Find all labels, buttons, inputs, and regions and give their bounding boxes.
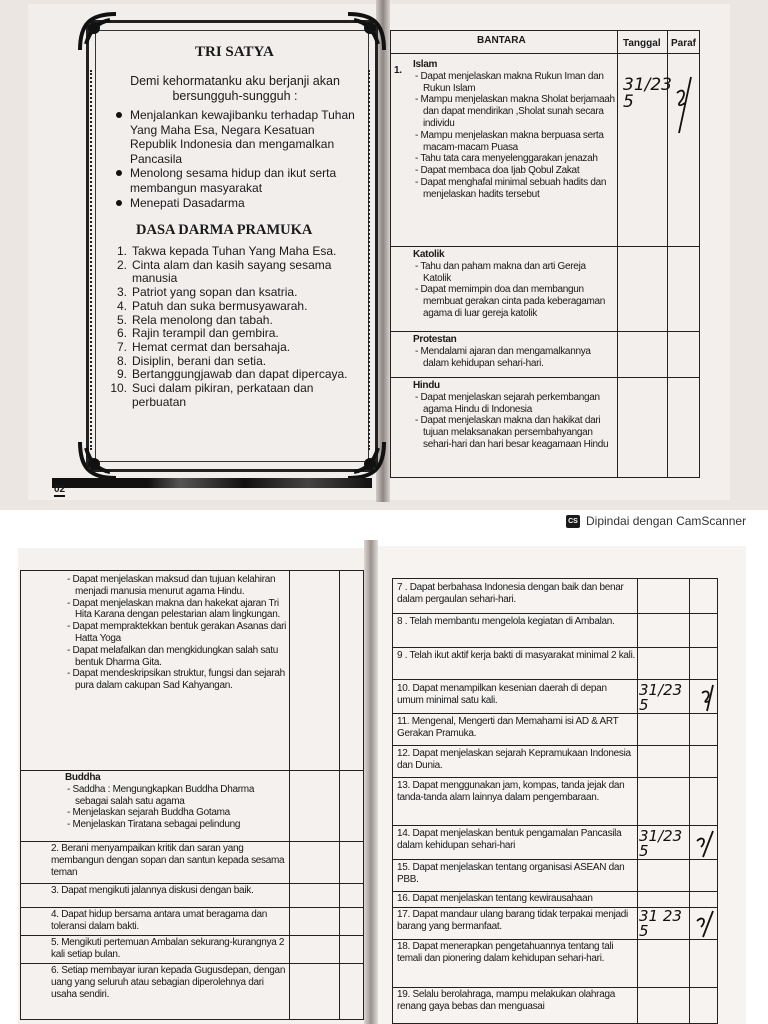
table-row: 3. Dapat mengikuti jalannya diskusi dengan baik. [51, 885, 254, 896]
list-item: Menolong sesama hidup dan ikut serta membangun masyarakat [108, 166, 358, 195]
dasa-darma-list [108, 245, 360, 409]
handwritten-signature-icon [699, 683, 719, 713]
tri-satya-list [108, 108, 358, 210]
column-divider [617, 31, 618, 477]
list-item: 9. Bertanggungjawab dan dapat dipercaya. [116, 367, 348, 382]
table-row: 5. Mengikuti pertemuan Ambalan sekurang-kurangnya 2 kali setiap bulan. [51, 937, 285, 960]
list-item: 3. Patriot yang sopan dan ksatria. [116, 285, 298, 300]
list-item: Menjalankan kewajibanku terhadap Tuhan Yang Maha Esa, Negara Kesatuan Republik Indonesia dan mengamalkan Pancasila [108, 108, 358, 166]
syarat-table-right [392, 578, 718, 1024]
column-divider [289, 571, 290, 1019]
row-divider [393, 939, 717, 940]
ornament-corner-icon [344, 10, 388, 54]
table-row: 2. Berani menyampaikan kritik dan saran yang membangun dengan sopan dan santun kepada sesama teman [51, 843, 285, 878]
protestan-section [413, 334, 615, 369]
table-row: 9 . Telah ikut aktif kerja bakti di masyarakat minimal 2 kali. [397, 650, 636, 661]
katolik-section [413, 249, 615, 320]
frame-dots-left [90, 70, 94, 450]
buddha-section [65, 772, 287, 831]
islam-section [413, 59, 615, 201]
handwritten-date: 31/23 5 [639, 827, 683, 860]
row-divider [393, 713, 717, 714]
ornament-corner-icon [344, 438, 388, 482]
row-divider [393, 891, 717, 892]
list-item: - Dapat menjelaskan makna dan hakekat ajaran Tri Hita Karana dengan pelestarian alam lingkungan. [67, 597, 280, 621]
camscanner-watermark-text: Dipindai dengan CamScanner [586, 514, 747, 528]
list-item: 5. Rela menolong dan tabah. [116, 312, 273, 327]
column-divider [667, 31, 668, 477]
table-row: 4. Dapat hidup bersama antara umat beragama dan toleransi dalam bakti. [51, 909, 268, 932]
list-item: - Dapat memimpin doa dan membangun membuat gerakan cinta pada keberagaman agama di luar gereja katolik [415, 284, 606, 319]
dasa-darma-title: DASA DARMA PRAMUKA [136, 222, 313, 238]
camscanner-logo-icon: CS [566, 515, 580, 528]
list-item: 2. Cinta alam dan kasih sayang sesama manusia [116, 257, 332, 286]
list-item: 8. Disiplin, berani dan setia. [116, 353, 267, 368]
book-spine [364, 540, 378, 1024]
row-divider [21, 935, 363, 936]
row-divider [393, 647, 717, 648]
list-item: - Menjelaskan sejarah Buddha Gotama [67, 807, 230, 819]
table-row: 6. Setiap membayar iuran kepada Gugusdepan, dengan uang yang seluruh atau sebagian diperolehnya dari usaha sendiri. [51, 965, 286, 1000]
table-row: 10. Dapat menampilkan kesenian daerah di depan umum minimal satu kali. [397, 683, 607, 706]
row-divider [21, 907, 363, 908]
list-item: - Dapat menghafal minimal sebuah hadits dan menjelaskan hadits tersebut [415, 176, 607, 200]
item-number: 1. [394, 65, 402, 76]
list-item: - Dapat mendeskripsikan struktur, fungsi dan sejarah pura dalam cakupan Sad Kahyangan. [67, 668, 285, 692]
ornament-corner-icon [76, 438, 120, 482]
handwritten-signature-icon [693, 909, 717, 939]
frame-dots-right [368, 70, 372, 450]
hindu-section [413, 380, 615, 451]
table-row: 15. Dapat menjelaskan tentang organisasi ASEAN dan PBB. [397, 862, 625, 885]
list-item: - Mendalami ajaran dan mengamalkannya dalam kehidupan sehari-hari. [415, 345, 591, 369]
page-number: 02 [54, 484, 66, 495]
table-row: 12. Dapat menjelaskan sejarah Kepramukaan Indonesia dan Dunia. [397, 748, 631, 771]
column-header-tanggal: Tanggal [623, 38, 661, 49]
row-divider [391, 331, 699, 332]
book-spine [376, 0, 390, 502]
row-divider [393, 859, 717, 860]
handwritten-date: 31/23 5 [639, 681, 683, 714]
list-item: - Dapat menjelaskan sejarah perkembangan agama Hindu di Indonesia [415, 391, 600, 415]
handwritten-date: 31 23 5 [639, 907, 682, 940]
list-item: 4. Patuh dan suka bermusyawarah. [116, 298, 308, 313]
row-divider [21, 841, 363, 842]
list-item: - Dapat mempraktekkan bentuk gerakan Asanas dari Hatta Yoga [67, 621, 287, 644]
list-item: - Dapat membaca doa Ijab Qobul Zakat [415, 165, 580, 177]
table-row: 16. Dapat menjelaskan tentang kewirausahaan [397, 893, 593, 904]
row-divider [21, 770, 363, 771]
list-item: - Menjelaskan Tiratana sebagai pelindung [67, 819, 241, 831]
list-item: - Dapat menjelaskan maksud dan tujuan kelahiran menjadi manusia menurut agama Hindu. [67, 574, 276, 597]
bantara-table [390, 30, 700, 478]
row-divider [21, 883, 363, 884]
list-item: - Tahu tata cara menyelenggarakan jenazah [415, 153, 598, 165]
section-title: Hindu [413, 380, 440, 391]
list-item: - Saddha : Mengungkapkan Buddha Dharma sebagai salah satu agama [67, 783, 255, 807]
table-row: 7 . Dapat berbahasa Indonesia dengan baik dan benar dalam pergaulan sehari-hari. [397, 582, 624, 605]
handwritten-signature-icon [693, 829, 717, 859]
row-divider [393, 987, 717, 988]
row-divider [393, 679, 717, 680]
column-header-paraf: Paraf [671, 38, 697, 49]
section-title: Katolik [413, 249, 445, 260]
column-divider [339, 571, 340, 1019]
table-row: 17. Dapat mandaur ulang barang tidak terpakai menjadi barang yang bermanfaat. [397, 909, 628, 932]
list-item: 10. Suci dalam pikiran, perkataan dan perbuatan [110, 381, 314, 409]
row-divider [393, 777, 717, 778]
handwritten-date: 31/23 5 [623, 75, 672, 112]
row-divider [391, 53, 699, 54]
row-divider [393, 613, 717, 614]
page-footer-bar [52, 478, 372, 488]
table-row: 13. Dapat menggunakan jam, kompas, tanda jejak dan tanda-tanda alam lainnya dalam pengembaraan. [397, 780, 625, 803]
table-row: 11. Mengenal, Mengerti dan Memahami isi AD & ART Gerakan Pramuka. [397, 716, 619, 739]
handwritten-signature-icon [673, 75, 695, 135]
list-item: Menepati Dasadarma [108, 196, 358, 211]
column-header-bantara: BANTARA [477, 35, 526, 46]
row-divider [391, 377, 699, 378]
tri-satya-title: TRI SATYA [195, 44, 274, 60]
list-item: - Mampu menjelaskan makna berpuasa serta macam-macam Puasa [415, 129, 604, 153]
list-item: - Tahu dan paham makna dan arti Gereja Katolik [415, 260, 586, 284]
table-row: 19. Selalu berolahraga, mampu melakukan olahraga renang gaya bebas dan menguasai [397, 989, 615, 1012]
table-row: 14. Dapat menjelaskan bentuk pengamalan Pancasila dalam kehidupan sehari-hari [397, 828, 622, 851]
list-item: 7. Hemat cermat dan bersahaja. [116, 339, 291, 354]
list-item: 6. Rajin terampil dan gembira. [116, 326, 279, 341]
section-title: Protestan [413, 334, 457, 345]
column-divider [689, 579, 690, 1023]
row-divider [391, 246, 699, 247]
list-item: - Mampu menjelaskan makna Sholat berjamaah dan dapat mendirikan ,Sholat sunah secara individu [415, 94, 615, 129]
ornament-corner-icon [76, 10, 120, 54]
section-title: Islam [413, 59, 438, 70]
table-row: 8 . Telah membantu mengelola kegiatan di Ambalan. [397, 616, 615, 627]
table-row: 18. Dapat menerapkan pengetahuannya tentang tali temali dan pionering dalam kehidupan sehari-hari. [397, 941, 614, 964]
row-divider [393, 745, 717, 746]
hindu-continued [65, 574, 287, 692]
row-divider [393, 825, 717, 826]
column-divider [637, 579, 638, 1023]
row-divider [21, 963, 363, 964]
list-item: - Dapat menjelaskan makna Rukun Iman dan Rukun Islam [415, 70, 604, 94]
tri-satya-intro: Demi kehormatanku aku berjanji akan bersungguh-sungguh : [130, 74, 340, 103]
section-title: Buddha [65, 772, 101, 783]
list-item: - Dapat menjelaskan makna dan hakikat dari tujuan melaksanakan persembahyangan sehari-hari dan hari besar keagamaan Hindu [415, 415, 609, 450]
syarat-table-left [20, 570, 364, 1020]
list-item: - Dapat melafalkan dan mengkidungkan salah satu bentuk Dharma Gita. [67, 644, 279, 668]
list-item: 1. Takwa kepada Tuhan Yang Maha Esa. [116, 244, 337, 258]
